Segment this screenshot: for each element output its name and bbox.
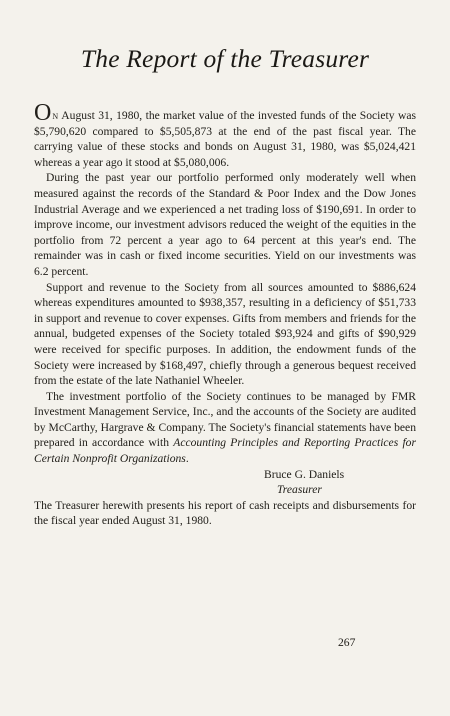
- paragraph-end: .: [185, 452, 189, 466]
- report-title: The Report of the Treasurer: [80, 44, 370, 73]
- paragraph-text: The investment portfolio of the Society continues to be managed by FMR Investment Management Service, Inc., and the accounts of the Society are audited by McCarthy, Hargrave & Company. The Society's financial statements have been prepared in accordance with: [34, 389, 416, 450]
- page-number: 267: [338, 636, 356, 649]
- paragraph-text: August 31, 1980, the market value of the invested funds of the Society was $5,790,620 compared to $5,505,873 at the end of the past fiscal year. The carrying value of these stocks and bonds on August 31, 1980, was $5,024,421 whereas a year ago it stood at $5,080,006.: [34, 109, 416, 169]
- paragraph-support-revenue: Support and revenue to the Society from all sources amounted to $886,624 whereas expenditures amounted to $938,357, resulting in a deficiency of $51,733 in support and revenue to cover expenses. Gifts from members and friends for the annual, budgeted expenses of the Society totaled $93,924 and gifts of $90,929 were received for specific purposes. In addition, the endowment funds of the Society were increased by $168,497, chiefly through a generous bequest received from the estate of the late Nathaniel Wheeler.: [34, 280, 416, 388]
- publication-title: Accounting Principles and Reporting Practices for Certain Nonprofit Organizations: [34, 436, 416, 466]
- lead-in: n: [52, 109, 59, 122]
- paragraph-investment-management: [34, 389, 416, 467]
- paragraph-portfolio: During the past year our portfolio performed only moderately well when measured against the records of the Standard & Poor Index and the Dow Jones Industrial Average and we experienced a net trading loss of $190,691. In order to improve income, our investment advisors reduced the weight of the equities in the portfolio from 72 percent a year ago to 64 percent at this year's end. The remainder was in cash or fixed income securities. Yield on our investments was 6.2 percent.: [34, 171, 416, 278]
- paragraph-closing: The Treasurer herewith presents his report of cash receipts and disbursements for the fiscal year ended August 31, 1980.: [34, 498, 416, 528]
- signature-role: Treasurer: [277, 483, 322, 497]
- paragraph-market-value: [34, 100, 416, 170]
- signature-name: Bruce G. Daniels: [264, 467, 345, 481]
- drop-cap: O: [34, 100, 52, 126]
- report-body: [34, 100, 416, 529]
